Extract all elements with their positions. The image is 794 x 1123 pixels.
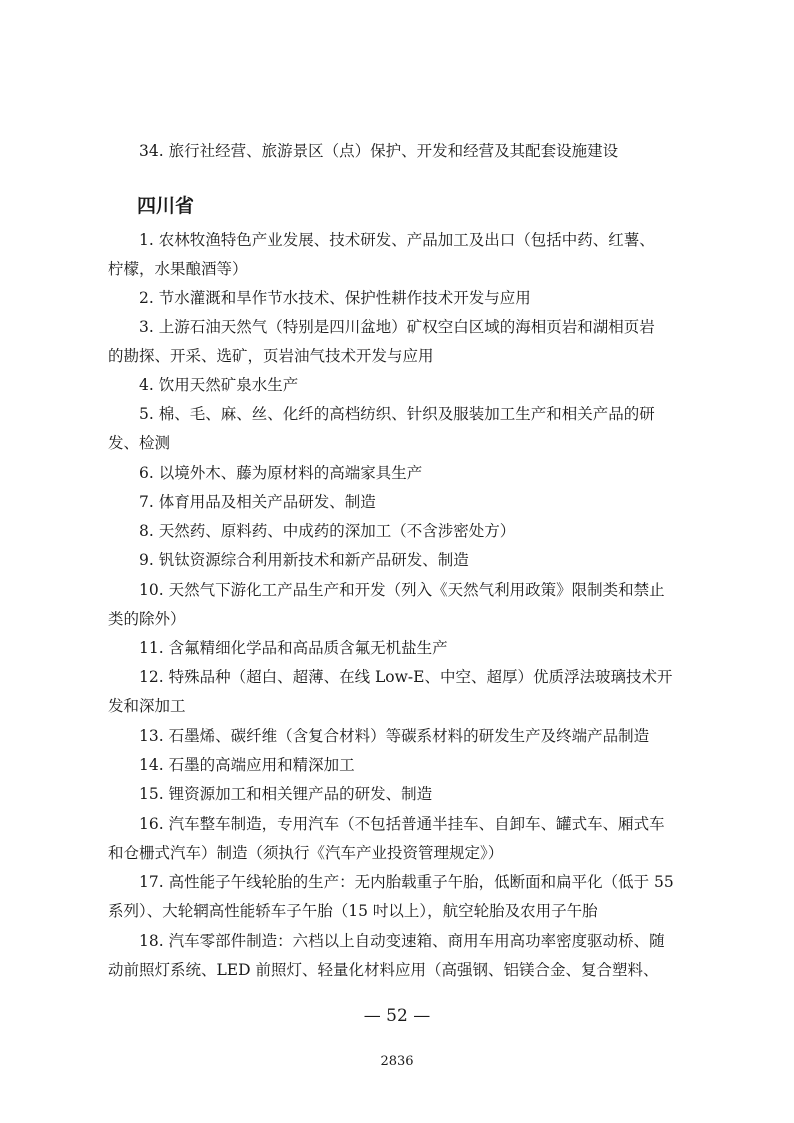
item-18-line-2: 动前照灯系统、LED 前照灯、轻量化材料应用（高强钢、铝镁合金、复合塑料、 [108,961,659,979]
item-7-text: 7. 体育用品及相关产品研发、制造 [139,493,376,511]
item-4-text: 4. 饮用天然矿泉水生产 [139,376,299,394]
item-34-text: 34. 旅行社经营、旅游景区（点）保护、开发和经营及其配套设施建设 [139,142,619,160]
item-5-line-2: 发、检测 [108,434,171,452]
item-17-line-1: 17. 高性能子午线轮胎的生产：无内胎载重子午胎，低断面和扁平化（低于 55 [139,873,674,891]
item-6-text: 6. 以境外木、藤为原材料的高端家具生产 [139,464,423,482]
item-1-line-1: 1. 农林牧渔特色产业发展、技术研发、产品加工及出口（包括中药、红薯、 [139,231,655,249]
item-16-line-1: 16. 汽车整车制造，专用汽车（不包括普通半挂车、自卸车、罐式车、厢式车 [139,815,665,833]
item-12-line-2: 发和深加工 [108,697,186,715]
item-1-line-2: 柠檬，水果酿酒等） [108,260,248,278]
footer-number: 2836 [380,1054,414,1069]
item-12-line-1: 12. 特殊品种（超白、超薄、在线 Low-E、中空、超厚）优质浮法玻璃技术开 [139,668,673,686]
item-8-text: 8. 天然药、原料药、中成药的深加工（不含涉密处方） [139,522,516,540]
item-11-text: 11. 含氟精细化学品和高品质含氟无机盐生产 [139,639,448,657]
item-3-line-2: 的勘探、开采、选矿，页岩油气技术开发与应用 [108,347,434,365]
item-10-line-1: 10. 天然气下游化工产品生产和开发（列入《天然气利用政策》限制类和禁止 [139,581,665,599]
item-16-line-2: 和仓栅式汽车）制造（须执行《汽车产业投资管理规定》） [108,844,504,862]
item-9-text: 9. 钒钛资源综合利用新技术和新产品研发、制造 [139,551,469,569]
item-3-line-1: 3. 上游石油天然气（特别是四川盆地）矿权空白区域的海相页岩和湖相页岩 [139,318,655,336]
item-15-text: 15. 锂资源加工和相关锂产品的研发、制造 [139,785,433,803]
item-5-line-1: 5. 棉、毛、麻、丝、化纤的高档纺织、针织及服装加工生产和相关产品的研 [139,405,655,423]
item-14-text: 14. 石墨的高端应用和精深加工 [139,756,355,774]
item-13-text: 13. 石墨烯、碳纤维（含复合材料）等碳系材料的研发生产及终端产品制造 [139,727,650,745]
item-18-line-1: 18. 汽车零部件制造：六档以上自动变速箱、商用车用高功率密度驱动桥、随 [139,932,665,950]
page-number: — 52 — [363,1006,431,1026]
item-17-line-2: 系列）、大轮辋高性能轿车子午胎（15 吋以上），航空轮胎及农用子午胎 [108,902,598,920]
item-10-line-2: 类的除外） [108,610,186,628]
item-2-text: 2. 节水灌溉和旱作节水技术、保护性耕作技术开发与应用 [139,289,531,307]
section-title: 四川省 [137,195,195,217]
